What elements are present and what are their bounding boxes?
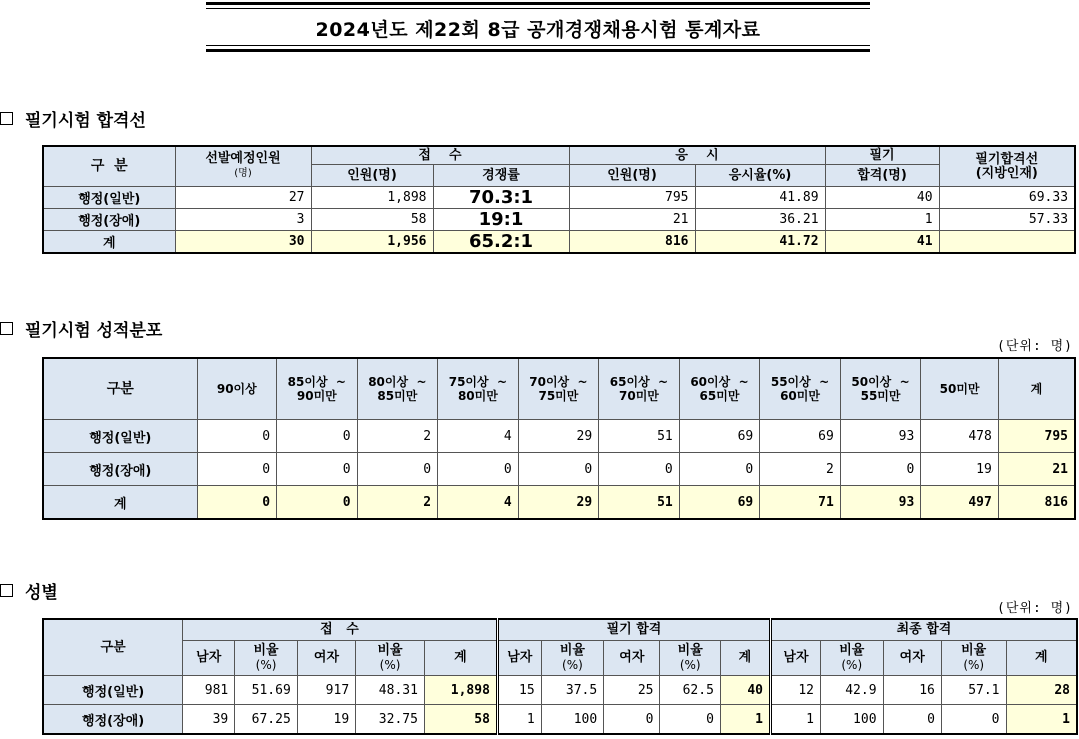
cell: 58 [311, 209, 433, 231]
cell: 51 [599, 486, 680, 520]
cell: 41 [825, 231, 939, 254]
header-range: 75이상 ~ 80미만 [438, 358, 519, 420]
subheader-row [43, 641, 1077, 676]
cell: 2 [357, 486, 438, 520]
header-ratio: 비율 (%) [941, 641, 1006, 676]
section-heading-gender [0, 578, 58, 603]
header-row [43, 358, 1075, 420]
document-title-box [206, 2, 870, 52]
cell: 1 [720, 705, 770, 735]
cell: 100 [541, 705, 604, 735]
table-row-total [43, 231, 1075, 254]
row-label: 행정(일반) [43, 187, 175, 209]
cell: 62.5 [660, 676, 720, 705]
header-range: 80이상 ~ 85미만 [357, 358, 438, 420]
header-take: 응 시 [569, 146, 825, 165]
cell: 58 [424, 705, 497, 735]
cell: 0 [277, 453, 358, 486]
unit-label: (단위: 명) [997, 601, 1073, 616]
cell: 32.75 [356, 705, 425, 735]
header-group-final: 최종 합격 [770, 619, 1077, 641]
header-range: 90이상 [197, 358, 277, 420]
cutoff-table [42, 145, 1076, 254]
header-take-count: 인원(명) [569, 165, 695, 187]
header-cutoff: 필기합격선 (지방인재) [939, 146, 1075, 187]
cell: 21 [998, 453, 1075, 486]
cell: 67.25 [235, 705, 298, 735]
row-label: 행정(일반) [43, 676, 183, 705]
cell: 1 [497, 705, 541, 735]
cell: 816 [569, 231, 695, 254]
distribution-table [42, 357, 1076, 520]
row-label: 행정(장애) [43, 453, 197, 486]
cell: 2 [357, 420, 438, 453]
cell: 41.72 [695, 231, 825, 254]
header-range: 50이상 ~ 55미만 [840, 358, 921, 420]
header-male: 남자 [770, 641, 820, 676]
unit-label: (단위: 명) [997, 339, 1073, 354]
row-label: 행정(장애) [43, 209, 175, 231]
cell: 0 [941, 705, 1006, 735]
square-bullet-icon [0, 584, 13, 597]
table-row [43, 209, 1075, 231]
cell: 28 [1006, 676, 1077, 705]
table-row [43, 705, 1077, 735]
table-row [43, 187, 1075, 209]
square-bullet-icon [0, 322, 13, 335]
cell: 29 [518, 486, 599, 520]
header-apply-count: 인원(명) [311, 165, 433, 187]
cell: 497 [921, 486, 999, 520]
header-gubun: 구분 [43, 358, 197, 420]
header-ratio: 비율 (%) [541, 641, 604, 676]
row-label: 행정(일반) [43, 420, 197, 453]
cell: 71 [760, 486, 841, 520]
cell: 795 [998, 420, 1075, 453]
header-range: 85이상 ~ 90미만 [277, 358, 358, 420]
cell: 100 [821, 705, 884, 735]
header-pass-top: 필기 [825, 146, 939, 165]
cell: 1,898 [424, 676, 497, 705]
cell: 29 [518, 420, 599, 453]
header-male: 남자 [183, 641, 235, 676]
header-take-rate: 응시율(%) [695, 165, 825, 187]
cell: 4 [438, 486, 519, 520]
cell: 1 [770, 705, 820, 735]
cell: 48.31 [356, 676, 425, 705]
cell: 0 [357, 453, 438, 486]
header-apply-ratio: 경쟁률 [433, 165, 569, 187]
cell: 69.33 [939, 187, 1075, 209]
cell: 19 [297, 705, 355, 735]
header-apply: 접 수 [311, 146, 569, 165]
cell: 65.2:1 [433, 231, 569, 254]
cell: 40 [825, 187, 939, 209]
cell: 0 [840, 453, 921, 486]
cell: 917 [297, 676, 355, 705]
cell: 4 [438, 420, 519, 453]
cell: 37.5 [541, 676, 604, 705]
row-label: 계 [43, 231, 175, 254]
header-group-written: 필기 합격 [497, 619, 770, 641]
section-title: 필기시험 성적분포 [25, 321, 163, 341]
header-group-apply: 접 수 [183, 619, 498, 641]
header-range: 55이상 ~ 60미만 [760, 358, 841, 420]
cell: 51.69 [235, 676, 298, 705]
cell: 0 [197, 486, 277, 520]
row-label: 행정(장애) [43, 705, 183, 735]
table-row [43, 453, 1075, 486]
cell: 0 [660, 705, 720, 735]
row-label: 계 [43, 486, 197, 520]
cell: 57.33 [939, 209, 1075, 231]
cell: 0 [518, 453, 599, 486]
cell: 0 [438, 453, 519, 486]
cell: 41.89 [695, 187, 825, 209]
cell: 57.1 [941, 676, 1006, 705]
cell: 816 [998, 486, 1075, 520]
cell: 1 [1006, 705, 1077, 735]
cell: 0 [197, 453, 277, 486]
header-ratio: 비율 (%) [356, 641, 425, 676]
cell: 42.9 [821, 676, 884, 705]
header-range: 70이상 ~ 75미만 [518, 358, 599, 420]
cell: 27 [175, 187, 311, 209]
cell: 0 [197, 420, 277, 453]
cell: 0 [604, 705, 660, 735]
cell: 0 [277, 486, 358, 520]
cell: 30 [175, 231, 311, 254]
cell: 0 [679, 453, 760, 486]
header-selection: 선발예정인원 (명) [175, 146, 311, 187]
cell: 1 [825, 209, 939, 231]
cell: 69 [760, 420, 841, 453]
header-male: 남자 [497, 641, 541, 676]
header-total: 계 [424, 641, 497, 676]
cell: 981 [183, 676, 235, 705]
table-row [43, 420, 1075, 453]
table-row-total [43, 486, 1075, 520]
cell: 40 [720, 676, 770, 705]
header-gubun: 구 분 [43, 146, 175, 187]
section-heading-cutoff [0, 106, 146, 131]
cell: 70.3:1 [433, 187, 569, 209]
header-range: 65이상 ~ 70미만 [599, 358, 680, 420]
header-ratio: 비율 (%) [821, 641, 884, 676]
cell: 51 [599, 420, 680, 453]
cell: 93 [840, 486, 921, 520]
header-range: 계 [998, 358, 1075, 420]
cell: 0 [599, 453, 680, 486]
header-ratio: 비율 (%) [235, 641, 298, 676]
section-title: 성별 [25, 583, 58, 603]
header-range: 50미만 [921, 358, 999, 420]
cell: 15 [497, 676, 541, 705]
table-row [43, 676, 1077, 705]
header-gubun: 구분 [43, 619, 183, 676]
cell: 12 [770, 676, 820, 705]
document-title: 2024년도 제22회 8급 공개경쟁채용시험 통계자료 [315, 19, 761, 41]
section-heading-distribution [0, 316, 162, 341]
cell: 69 [679, 486, 760, 520]
header-range: 60이상 ~ 65미만 [679, 358, 760, 420]
header-female: 여자 [604, 641, 660, 676]
cell: 39 [183, 705, 235, 735]
square-bullet-icon [0, 112, 13, 125]
cell: 25 [604, 676, 660, 705]
header-female: 여자 [297, 641, 355, 676]
cell: 93 [840, 420, 921, 453]
cell: 19:1 [433, 209, 569, 231]
gender-table [42, 618, 1078, 735]
cell: 69 [679, 420, 760, 453]
cell: 795 [569, 187, 695, 209]
cell: 1,898 [311, 187, 433, 209]
cell: 21 [569, 209, 695, 231]
cell: 2 [760, 453, 841, 486]
cell: 19 [921, 453, 999, 486]
cell: 478 [921, 420, 999, 453]
header-total: 계 [1006, 641, 1077, 676]
cell: 1,956 [311, 231, 433, 254]
cell: 3 [175, 209, 311, 231]
cell [939, 231, 1075, 254]
cell: 16 [883, 676, 941, 705]
cell: 0 [883, 705, 941, 735]
cell: 36.21 [695, 209, 825, 231]
header-ratio: 비율 (%) [660, 641, 720, 676]
cell: 0 [277, 420, 358, 453]
header-female: 여자 [883, 641, 941, 676]
header-pass-bottom: 합격(명) [825, 165, 939, 187]
section-title: 필기시험 합격선 [25, 111, 146, 131]
header-total: 계 [720, 641, 770, 676]
